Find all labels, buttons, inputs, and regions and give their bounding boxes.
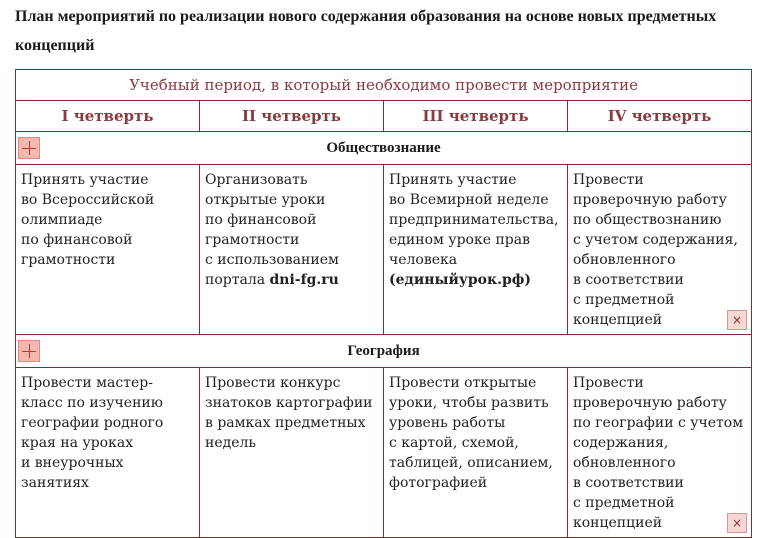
quarter-header-2: II четверть <box>200 101 384 132</box>
portal-link-text: dni-fg.ru <box>269 272 339 288</box>
delete-row-icon[interactable]: × <box>727 310 747 330</box>
activity-cell <box>384 165 568 335</box>
subject-row-social-studies <box>16 132 752 165</box>
activity-text: Провести проверочную работу по географии с учетом содержания, обновленного в соответствии с предметной концепцией <box>573 375 744 531</box>
activity-cell <box>200 165 384 335</box>
quarter-header-3: III четверть <box>384 101 568 132</box>
quarters-row <box>16 101 752 132</box>
activity-cell <box>16 165 200 335</box>
plan-table <box>15 69 752 538</box>
activities-row-geography <box>16 368 752 538</box>
activities-row-social-studies <box>16 165 752 335</box>
caption-row <box>16 70 752 101</box>
activity-cell <box>568 165 752 335</box>
subject-row-geography <box>16 335 752 368</box>
subject-name: География <box>347 343 420 359</box>
quarter-header-1: I четверть <box>16 101 200 132</box>
expand-plus-icon[interactable] <box>18 137 40 159</box>
delete-row-icon[interactable]: × <box>727 513 747 533</box>
page-title: План мероприятий по реализации нового содержания образования на основе новых предметных концепций <box>15 8 717 54</box>
quarter-header-4: IV четверть <box>568 101 752 132</box>
activity-text: Принять участие во Всемирной неделе предпринимательства, едином уроке прав человека (единыйурок.рф) <box>389 172 559 288</box>
activity-text: Провести конкурс знатоков картографии в рамках предметных недель <box>205 375 373 451</box>
table-caption: Учебный период, в который необходимо провести мероприятие <box>16 70 752 101</box>
activity-cell <box>200 368 384 538</box>
activity-cell <box>568 368 752 538</box>
activity-text: Провести открытые уроки, чтобы развить уровень работы с картой, схемой, таблицей, описанием, фотографией <box>389 375 553 491</box>
site-link-text: (единыйурок.рф) <box>389 272 532 288</box>
expand-plus-icon[interactable] <box>18 340 40 362</box>
activity-text: Принять участие во Всероссийской олимпиаде по финансовой грамотности <box>21 172 155 268</box>
activity-text: Провести мастер- класс по изучению географии родного края на уроках и внеурочных занятиях <box>21 375 164 491</box>
subject-header <box>16 335 752 368</box>
activity-text: Провести проверочную работу по обществознанию с учетом содержания, обновленного в соответствии с предметной концепцией <box>573 172 738 328</box>
activity-text: Организовать открытые уроки по финансовой грамотности с использованием портала dni-fg.ru <box>205 172 339 288</box>
subject-name: Обществознание <box>326 140 441 156</box>
subject-header <box>16 132 752 165</box>
activity-cell <box>16 368 200 538</box>
activity-cell <box>384 368 568 538</box>
